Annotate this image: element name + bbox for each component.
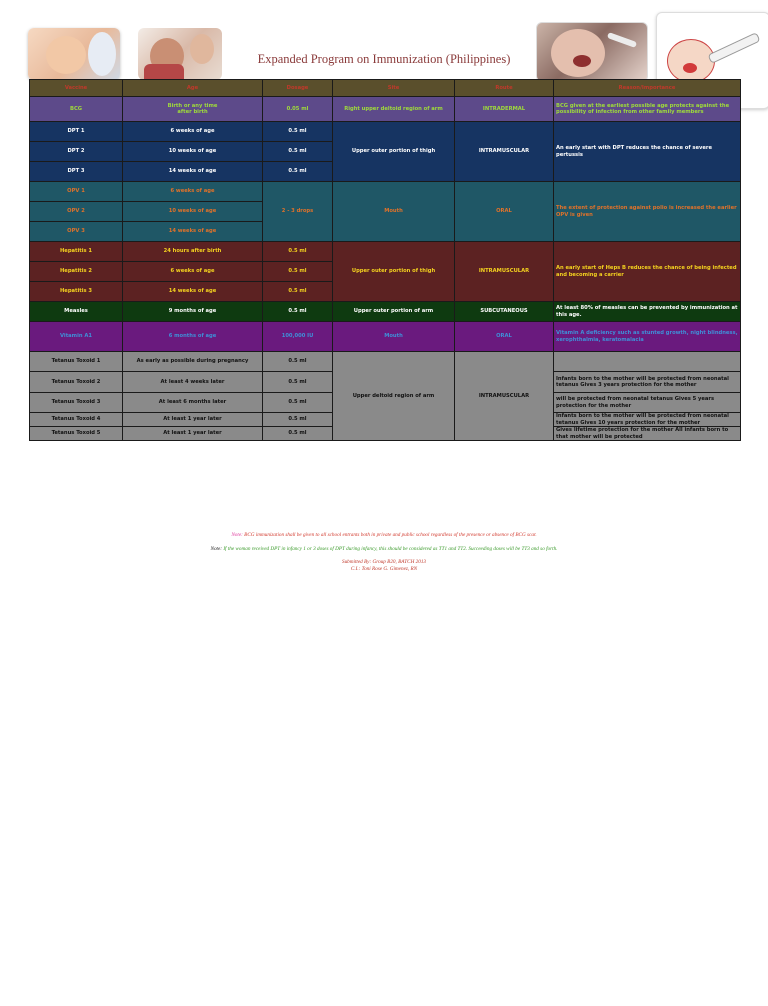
- route-cell: ORAL: [455, 322, 554, 352]
- vaccine-cell: DPT 3: [30, 162, 123, 182]
- table-row: [30, 182, 741, 202]
- reason-cell: Infants born to the mother will be protected from neonatal tetanus Gives 10 years protection for the mother: [554, 413, 741, 427]
- dose-cell: 0.5 ml: [263, 352, 333, 372]
- age-cell: 10 weeks of age: [123, 142, 263, 162]
- dose-cell: 0.5 ml: [263, 162, 333, 182]
- route-cell: INTRAMUSCULAR: [455, 122, 554, 182]
- age-cell: At least 4 weeks later: [123, 372, 263, 393]
- dose-cell: 0.5 ml: [263, 302, 333, 322]
- vaccine-cell: Tetanus Toxoid 2: [30, 372, 123, 393]
- immunization-table: [29, 79, 741, 441]
- table-row: [30, 122, 741, 142]
- header-dosage: Dosage: [263, 80, 333, 97]
- reason-cell: At least 80% of measles can be prevented by immunization at this age.: [554, 302, 741, 322]
- site-cell: Upper outer portion of arm: [333, 302, 455, 322]
- dose-cell: 2 - 3 drops: [263, 182, 333, 242]
- route-cell: SUBCUTANEOUS: [455, 302, 554, 322]
- header-vaccine: Vaccine: [30, 80, 123, 97]
- reason-cell: Infants born to the mother will be protected from neonatal tetanus Gives 3 years protection for the mother: [554, 372, 741, 393]
- age-cell: At least 6 months later: [123, 393, 263, 413]
- route-cell: INTRADERMAL: [455, 97, 554, 122]
- note-bcg: [0, 532, 768, 538]
- age-cell: 14 weeks of age: [123, 222, 263, 242]
- dose-cell: 0.5 ml: [263, 372, 333, 393]
- note-text: BCG immunization shall be given to all school entrants both in private and public school regardless of the presence or absence of BCG scar.: [244, 532, 537, 538]
- site-cell: Mouth: [333, 182, 455, 242]
- route-cell: INTRAMUSCULAR: [455, 352, 554, 441]
- header-age: Age: [123, 80, 263, 97]
- submitted-by: Submitted By: Group B20, BATCH 2013: [341, 559, 427, 565]
- dose-cell: 0.5 ml: [263, 393, 333, 413]
- vaccine-cell: Hepatitis 3: [30, 282, 123, 302]
- table-row: [30, 302, 741, 322]
- site-cell: Upper deltoid region of arm: [333, 352, 455, 441]
- header-site: Site: [333, 80, 455, 97]
- age-cell: Birth or any time after birth: [123, 97, 263, 122]
- dose-cell: 0.05 ml: [263, 97, 333, 122]
- vaccine-cell: Tetanus Toxoid 3: [30, 393, 123, 413]
- reason-cell: An early start of Heps B reduces the chance of being infected and becoming a carrier: [554, 242, 741, 302]
- reason-cell: Vitamin A deficiency such as stunted growth, night blindness, xerophthalmia, keratomalacia: [554, 322, 741, 352]
- age-cell: 9 months of age: [123, 302, 263, 322]
- note-tt: [0, 546, 768, 552]
- dose-cell: 0.5 ml: [263, 282, 333, 302]
- age-cell: 24 hours after birth: [123, 242, 263, 262]
- note-label: Note:: [210, 546, 223, 552]
- route-cell: ORAL: [455, 182, 554, 242]
- note-label: Note:: [231, 532, 243, 538]
- table-row: [30, 242, 741, 262]
- table-header-row: [30, 80, 741, 97]
- site-cell: Upper outer portion of thigh: [333, 122, 455, 182]
- age-cell: 6 months of age: [123, 322, 263, 352]
- vaccine-cell: OPV 1: [30, 182, 123, 202]
- vaccine-cell: OPV 3: [30, 222, 123, 242]
- vaccine-cell: DPT 1: [30, 122, 123, 142]
- vaccine-cell: Tetanus Toxoid 1: [30, 352, 123, 372]
- age-cell: At least 1 year later: [123, 413, 263, 427]
- dose-cell: 0.5 ml: [263, 122, 333, 142]
- header-reason: Reason/Importance: [554, 80, 741, 97]
- route-cell: INTRAMUSCULAR: [455, 242, 554, 302]
- dose-cell: 0.5 ml: [263, 262, 333, 282]
- table-row: [30, 352, 741, 372]
- vaccine-cell: Tetanus Toxoid 4: [30, 413, 123, 427]
- table-row: [30, 97, 741, 122]
- age-cell: 6 weeks of age: [123, 262, 263, 282]
- age-cell: 6 weeks of age: [123, 182, 263, 202]
- vaccine-cell: Vitamin A1: [30, 322, 123, 352]
- reason-cell: An early start with DPT reduces the chance of severe pertussis: [554, 122, 741, 182]
- baby-photo: [28, 28, 120, 80]
- vaccine-cell: OPV 2: [30, 202, 123, 222]
- age-cell: At least 1 year later: [123, 427, 263, 441]
- reason-cell: The extent of protection against polio is increased the earlier OPV is given: [554, 182, 741, 242]
- dose-cell: 0.5 ml: [263, 242, 333, 262]
- reason-cell: BCG given at the earliest possible age protects against the possibility of infection from other family members: [554, 97, 741, 122]
- age-cell: As early as possible during pregnancy: [123, 352, 263, 372]
- note-text: If the woman received DPT in infancy 1 or 3 doses of DPT during infancy, this should be considered as TT1 and TT2. Succeeding doses will be TT3 and so forth.: [223, 546, 558, 552]
- vaccine-cell: Hepatitis 2: [30, 262, 123, 282]
- header-route: Route: [455, 80, 554, 97]
- age-cell: 14 weeks of age: [123, 162, 263, 182]
- page-title: Expanded Program on Immunization (Philippines): [257, 52, 511, 66]
- reason-cell: Gives lifetime protection for the mother All infants born to that mother will be protected: [554, 427, 741, 441]
- dose-cell: 0.5 ml: [263, 142, 333, 162]
- dose-cell: 100,000 IU: [263, 322, 333, 352]
- table-row: [30, 322, 741, 352]
- reason-cell: will be protected from neonatal tetanus Gives 5 years protection for the mother: [554, 393, 741, 413]
- site-cell: Mouth: [333, 322, 455, 352]
- dose-cell: 0.5 ml: [263, 427, 333, 441]
- age-cell: 14 weeks of age: [123, 282, 263, 302]
- site-cell: Right upper deltoid region of arm: [333, 97, 455, 122]
- site-cell: Upper outer portion of thigh: [333, 242, 455, 302]
- age-cell: 6 weeks of age: [123, 122, 263, 142]
- age-cell: 10 weeks of age: [123, 202, 263, 222]
- child-doctor-photo: [138, 28, 222, 80]
- vaccine-cell: Measles: [30, 302, 123, 322]
- vaccine-cell: Tetanus Toxoid 5: [30, 427, 123, 441]
- vaccine-cell: BCG: [30, 97, 123, 122]
- dose-cell: 0.5 ml: [263, 413, 333, 427]
- clinical-instructor: C.I.: Toni Rose G. Gimenez, RN: [350, 566, 418, 572]
- vaccine-cell: DPT 2: [30, 142, 123, 162]
- child-oral-vaccine-photo: [536, 22, 648, 82]
- reason-cell: [554, 352, 741, 372]
- vaccine-cell: Hepatitis 1: [30, 242, 123, 262]
